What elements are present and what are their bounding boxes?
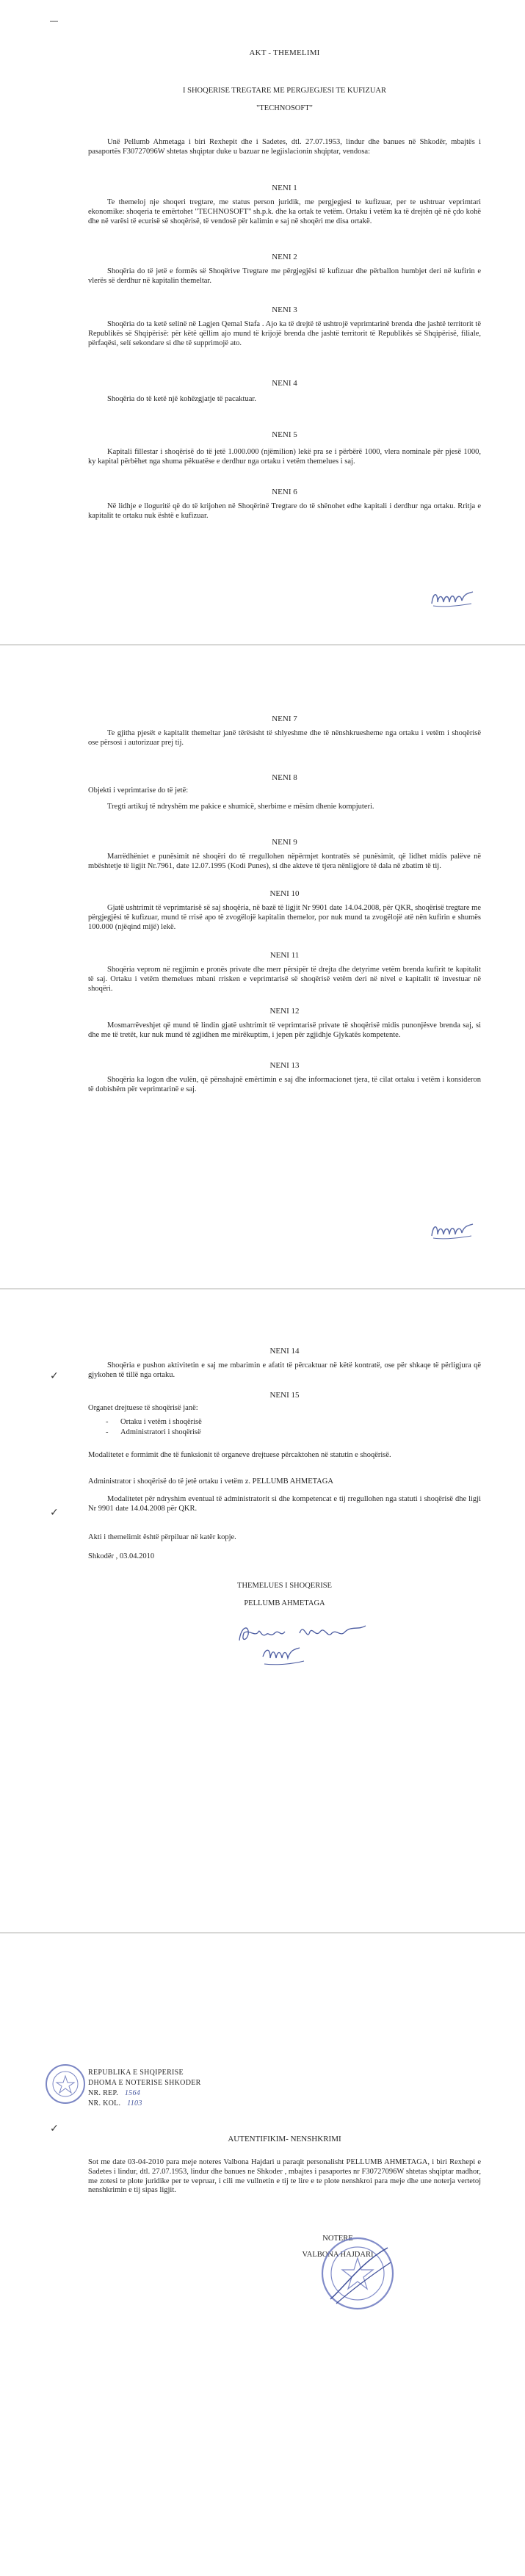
rep-label: NR. REP. (88, 2089, 119, 2097)
article-10-heading: NENI 10 (269, 889, 300, 898)
article-1-text: Te themeloj nje shoqeri tregtare, me status person juridik, me pergjegjesi te kufizuar, per te ushtruar veprimtari ekonomike: shoqeria te emërtohet "TECHNOSOFT" sh.p.k. dhe ka ortak te vetëm. Ortaku i vetëm ka të drejtën që në çdo kohë dhe në varësi të ecurisë së shoqërisë, të vendosë për kalimin e saj në shoqëri me disa ortakë. (88, 198, 481, 225)
article-1-heading: NENI 1 (272, 184, 297, 192)
article-7-text: Te gjitha pjesët e kapitalit themeltar janë tërësisht të shlyeshme dhe të nënshkruesheme nga ortaku i vetëm i shoqërisë ose përsosi i autorizuar prej tij. (88, 729, 481, 747)
rep-value: 1564 (124, 2089, 141, 2097)
staple-mark: ― (50, 16, 58, 26)
article-8-text: Tregti artikuj të ndryshëm me pakice e shumicë, sherbime e mësim dhenie kompjuteri. (107, 803, 374, 811)
article-2-text: Shoqëria do të jetë e formës së Shoqërive Tregtare me përgjegjësi të kufizuar dhe përballon humbjet deri në kufirin e vlerës së derdhur në kapitalin themeltar. (88, 267, 481, 285)
article-5-text: Kapitali fillestar i shoqërisë do të jetë 1.000.000 (njëmilion) lekë pra se i përbërë 1000, vlera nominale për pjesë 1000, ky kapital përbëhet nga shuma pëkuatëse e derdhur nga ortaku i vetëm themelues i saj. (88, 448, 481, 466)
document-title: AKT - THEMELIMI (249, 48, 320, 57)
article-10-text: Gjatë ushtrimit të veprimtarisë së saj shoqëria, në bazë të ligjit Nr 9901 date 14.04.2008, për QKR, shoqërisë tregtare me përgjegjësi të kufizuar, mund të rrisë apo të zvogëlojë kapitalin themelor, por nuk mund ta zvogëlojë atë nën kufirin e shumës 100.000 (njëqind mijë) lekë. (88, 904, 481, 931)
article-14-text: Shoqëria e pushon aktivitetin e saj me mbarimin e afatit të përcaktuar në këtë kontratë, ose për shkaqe të përligjura që gjykohen të tillë nga ortaku. (88, 1361, 481, 1379)
article-12-heading: NENI 12 (269, 1007, 300, 1016)
article-13-text: Shoqëria ka logon dhe vulën, që përsshajnë emërtimin e saj dhe informacionet tjera, të cilat ortaku i vetëm i konsideron të dobishëm për veprimtarinë e saj. (88, 1076, 481, 1093)
article-11-text: Shoqëria veprom në regjimin e pronës private dhe merr përsipër të drejta dhe detyrime vetëm brenda kufirit te kapitalit të saj. Ortaku i vetëm themelues mbani rrisken e veprimtarisë së shoqërisë vetëm deri në nivel e kapitalit të investuar në shoqëri. (88, 966, 481, 993)
notary-label: NOTERE (322, 2235, 353, 2243)
margin-checkmark: ✓ (50, 1507, 59, 1519)
article-2-heading: NENI 2 (272, 253, 297, 261)
article-9-text: Marrëdhëniet e punësimit në shoqëri do të rregullohen nëpërmjet kontratës së punësimit, që lidhet midis palëve në mbështetje të ligjit Nr.7961, date 12.07.1995 (Kodi Punes), si dhe akteve të tjera nënligjore të dala në zbatim të tij. (88, 853, 481, 870)
article-15-lead: Organet drejtuese të shoqërisë janë: (88, 1404, 198, 1412)
article-12-text: Mosmarrëveshjet që mund të lindin gjatë ushtrimit të veprimtarisë private të shoqërisë midis punonjësve brenda saj, si dhe me të tretët, kur nuk mund të zgjidhen me mirëkuptim, i jepen për zgjidhje Gjykatës kompetente. (88, 1021, 481, 1039)
notary-name: VALBONA HAJDARI (302, 2251, 374, 2259)
document-subtitle: I SHOQERISE TREGTARE ME PERGJEGJESI TE KUFIZUAR (182, 87, 387, 95)
list-item: - Administratori i shoqërisë (120, 1428, 481, 1438)
kol-value: 1103 (127, 2099, 142, 2108)
article-3-text: Shoqëria do ta ketë selinë në Lagjen Qemal Stafa . Ajo ka të drejtë të ushtrojë veprimtarinë brenda dhe jashtë territorit të Republikës së Shqipërisë: për këtë qëllim ajo mund të krijojë brenda dhe jashtë territorit të Republikës së Shqipërisë, filiale, përfaqësi, selí sekondare si dhe të supprimojë ato. (88, 320, 481, 347)
article-3-heading: NENI 3 (272, 305, 297, 314)
list-item: - Ortaku i vetëm i shoqërisë (120, 1417, 481, 1428)
margin-checkmark: ✓ (50, 2123, 59, 2135)
company-name: "TECHNOSOFT" (256, 104, 313, 112)
modalities-2-text: Modalitetet për ndryshim eventual të administratorit si dhe kompetencat e tij rregullohen nga statuti i shoqërisë dhe ligji Nr 9901 date 14.04.2008 për QKR. (88, 1495, 481, 1513)
article-9-heading: NENI 9 (272, 838, 297, 847)
place-date: Shkodër , 03.04.2010 (88, 1552, 155, 1560)
rep-number (88, 2089, 140, 2097)
notary-stamp-icon (317, 2233, 398, 2314)
republic-header: REPUBLIKA E SHQIPERISE (88, 2069, 184, 2077)
article-8-lead: Objekti i veprimtarise do të jetë: (88, 786, 189, 795)
article-5-heading: NENI 5 (272, 430, 297, 439)
administrator-text: Administrator i shoqërisë do të jetë ortaku i vetëm z. PELLUMB AHMETAGA (88, 1477, 333, 1486)
article-11-heading: NENI 11 (269, 951, 300, 960)
initials-signature (429, 587, 476, 609)
kol-number (88, 2099, 142, 2108)
governing-bodies-list (88, 1417, 481, 1438)
article-4-heading: NENI 4 (272, 379, 297, 388)
margin-checkmark: ✓ (50, 1370, 59, 1382)
authentication-text: Sot me date 03-04-2010 para meje noteres Valbona Hajdari u paraqit personalisht PELLUMB AHMETAGA, i biri Rexhepi e Sadetes i lindur, dtl. 27.07.1953, lindur dhe banues ne Shkoder , mbajtes i pasaportes nr F30727096W shtetas shqiptar madhor, me zotesi te plote juridike per te vepruar, i cili me vullnetin e tij te lire e te plote nenshkroi para meje dhe une noterja vertetoj nenshkrimin e tij sipas ligjit. (88, 2158, 481, 2195)
founder-name: PELLUMB AHMETAGA (244, 1599, 325, 1607)
chamber-header: DHOMA E NOTERISE SHKODER (88, 2079, 201, 2087)
document-page-4 (0, 1932, 525, 2576)
article-15-heading: NENI 15 (269, 1391, 300, 1400)
article-13-heading: NENI 13 (269, 1061, 300, 1070)
intro-paragraph: Unë Pellumb Ahmetaga i biri Rexhepit dhe i Sadetes, dtl. 27.07.1953, lindur dhe banues në Shkodër, mbajtës i pasaportës F30727096W shtetas shqiptar duke u bazuar ne legjislacionin shqiptar, vendosa: (88, 138, 481, 156)
kol-label: NR. KOL. (88, 2099, 121, 2108)
article-6-text: Në lidhje e lloguritë që do të krijohen në Shoqërinë Tregtare do të shënohet edhe kapitali i derdhur nga ortaku. Rritja e kapitalit te ortaku nuk është e kufizuar. (88, 502, 481, 520)
authentication-heading: AUTENTIFIKIM- NENSHKRIMI (228, 2135, 341, 2143)
article-14-heading: NENI 14 (269, 1347, 300, 1356)
article-6-heading: NENI 6 (272, 488, 297, 496)
founder-signature (233, 1616, 380, 1674)
document-page-1 (0, 0, 525, 644)
document-page-3 (0, 1288, 525, 1932)
stamp-seal-icon (44, 2063, 87, 2105)
modalities-text: Modalitetet e formimit dhe të funksionit të organeve drejtuese përcaktohen në statutin e shoqërisë. (88, 1451, 391, 1459)
article-4-text: Shoqëria do të ketë një kohëzgjatje të pacaktuar. (107, 395, 256, 403)
article-8-heading: NENI 8 (272, 773, 297, 782)
document-page-2 (0, 644, 525, 1288)
initials-signature (429, 1220, 476, 1242)
founder-label: THEMELUES I SHOQERISE (237, 1582, 332, 1590)
article-7-heading: NENI 7 (272, 714, 297, 723)
copies-text: Akti i themelimit është përpiluar në katër kopje. (88, 1533, 236, 1541)
